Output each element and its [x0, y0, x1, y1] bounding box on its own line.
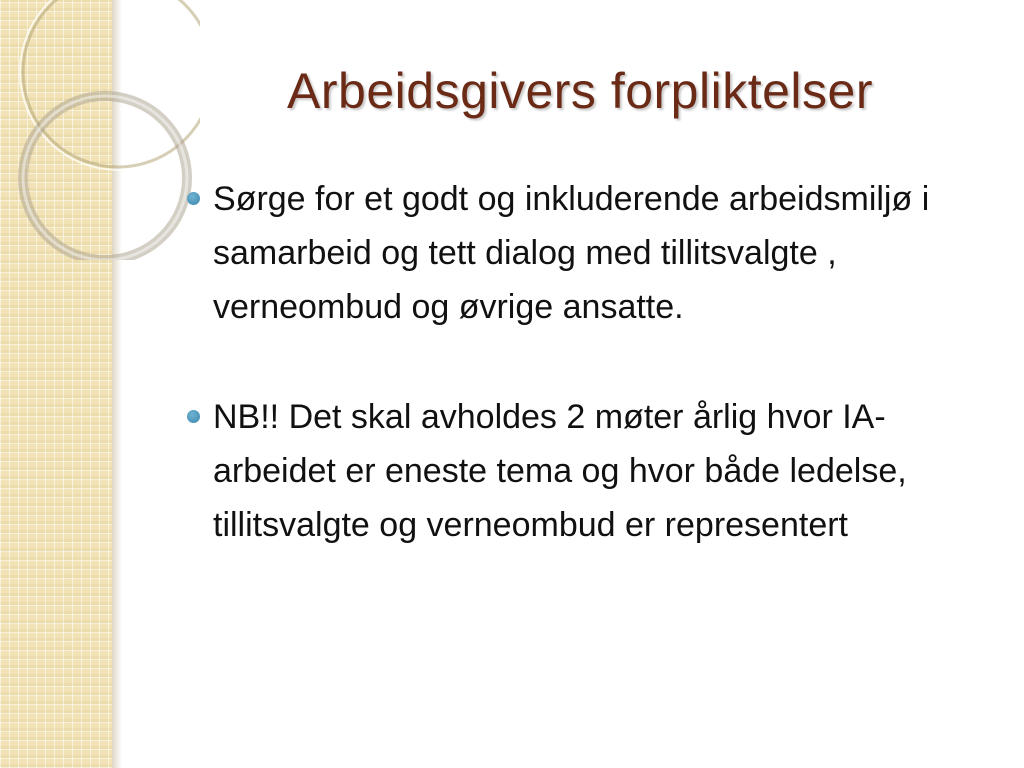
slide-title: Arbeidsgivers forpliktelser: [287, 63, 873, 119]
bullet-text: Sørge for et godt og inkluderende arbeidsmiljø i samarbeid og tett dialog med tillitsvalgte , verneombud og øvrige ansatte.: [213, 180, 930, 326]
bullet-item: [185, 390, 1000, 552]
bullet-list: [185, 172, 1000, 608]
bullet-icon: [187, 192, 200, 205]
bullet-item: [185, 172, 1000, 334]
bullet-icon: [187, 410, 200, 423]
bullet-text: NB!! Det skal avholdes 2 møter årlig hvor IA-arbeidet er eneste tema og hvor både ledelse, tillitsvalgte og verneombud er representert: [213, 398, 907, 544]
decorative-rings: [0, 0, 200, 260]
